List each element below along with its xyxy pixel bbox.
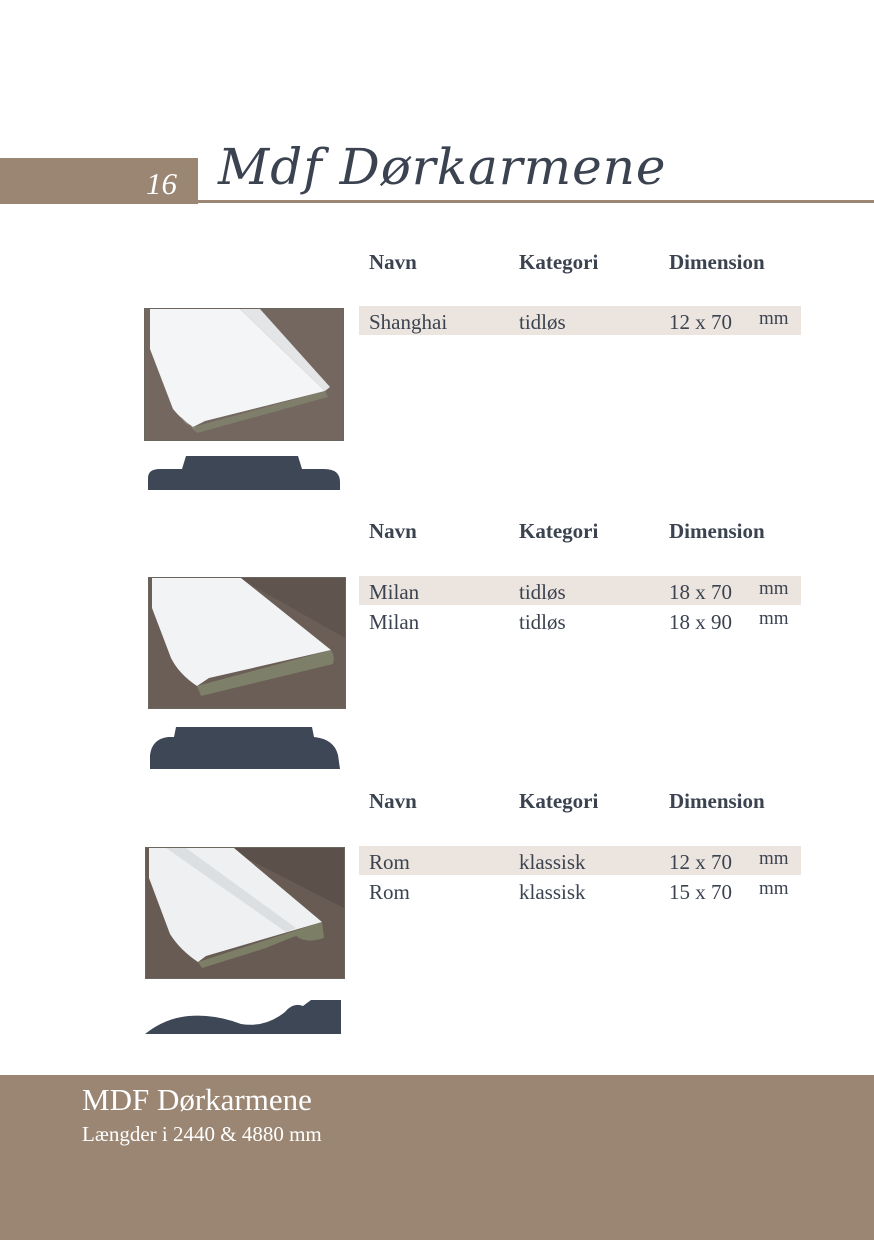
product-dimension: 18 x 70 xyxy=(669,580,732,604)
column-header-name: Navn xyxy=(369,519,417,543)
product-category: tidløs xyxy=(519,610,566,634)
product-photo-milan xyxy=(148,577,346,709)
column-header-dimension: Dimension xyxy=(669,789,765,813)
product-name: Rom xyxy=(369,850,410,874)
column-header-category: Kategori xyxy=(519,250,599,274)
profile-diagram-shanghai xyxy=(146,456,342,490)
product-unit: mm xyxy=(759,578,789,599)
product-unit: mm xyxy=(759,848,789,869)
product-category: tidløs xyxy=(519,580,566,604)
page-title: Mdf Dørkarmene xyxy=(218,138,667,196)
column-header-name: Navn xyxy=(369,250,417,274)
footer-subtitle: Længder i 2440 & 4880 mm xyxy=(82,1122,322,1146)
column-header-category: Kategori xyxy=(519,789,599,813)
product-name: Shanghai xyxy=(369,310,448,334)
column-header-name: Navn xyxy=(369,789,417,813)
product-category: klassisk xyxy=(519,850,586,874)
page-number: 16 xyxy=(146,166,177,201)
column-header-category: Kategori xyxy=(519,519,599,543)
column-header-dimension: Dimension xyxy=(669,519,765,543)
product-unit: mm xyxy=(759,308,789,329)
product-dimension: 18 x 90 xyxy=(669,610,732,634)
product-name: Rom xyxy=(369,880,410,904)
product-unit: mm xyxy=(759,608,789,629)
row-highlight xyxy=(359,576,801,605)
product-name: Milan xyxy=(369,610,420,634)
product-dimension: 12 x 70 xyxy=(669,310,732,334)
product-category: tidløs xyxy=(519,310,566,334)
profile-diagram-milan xyxy=(148,725,344,769)
product-unit: mm xyxy=(759,878,789,899)
profile-diagram-rom xyxy=(145,998,343,1034)
product-photo-shanghai xyxy=(144,308,344,441)
header-rule xyxy=(198,200,874,203)
product-category: klassisk xyxy=(519,880,586,904)
product-dimension: 12 x 70 xyxy=(669,850,732,874)
column-header-dimension: Dimension xyxy=(669,250,765,274)
product-dimension: 15 x 70 xyxy=(669,880,732,904)
footer-title: MDF Dørkarmene xyxy=(82,1082,312,1117)
product-name: Milan xyxy=(369,580,420,604)
product-photo-rom xyxy=(145,847,345,979)
